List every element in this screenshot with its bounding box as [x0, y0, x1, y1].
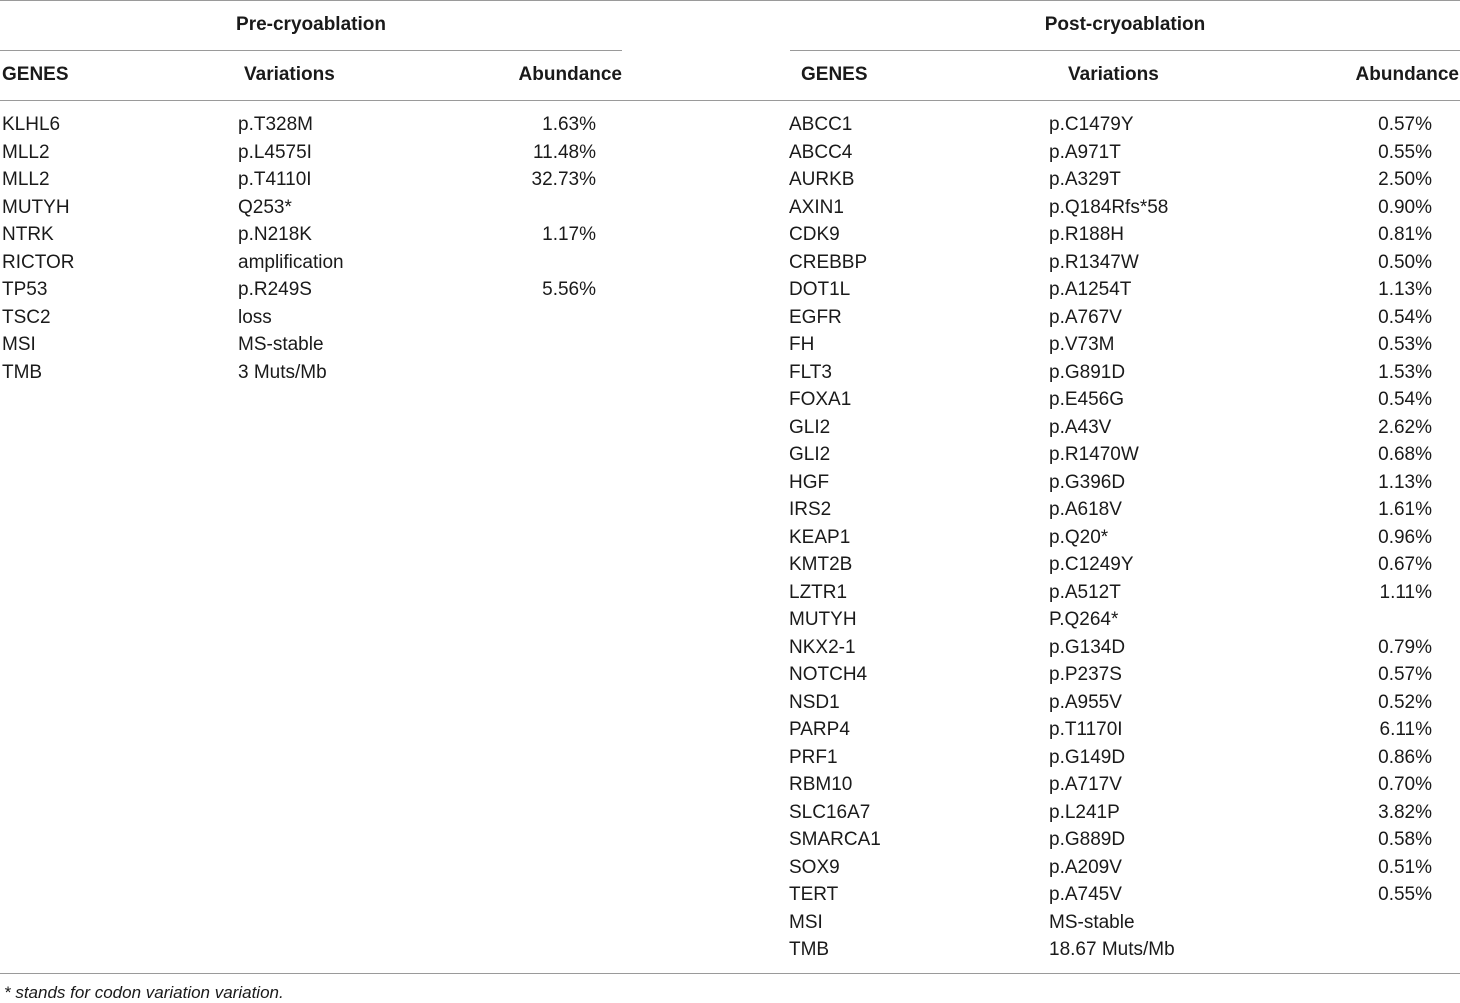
post-abundance-cell: 0.96% [1378, 526, 1432, 548]
post-gene-cell: KEAP1 [789, 526, 851, 548]
post-variation-cell: p.E456G [1049, 389, 1124, 410]
post-variation-cell: p.A717V [1049, 774, 1122, 795]
post-gene-cell: NKX2-1 [789, 636, 856, 658]
pre-variation-cell: 3 Muts/Mb [238, 361, 327, 383]
post-variation-cell: p.G889D [1049, 829, 1126, 850]
post-variation-cell: p.T1170I [1049, 719, 1123, 740]
pre-gene-cell: TMB [2, 361, 43, 383]
post-abundance-cell: 0.58% [1378, 829, 1432, 850]
post-variation-cell: p.G149D [1049, 746, 1126, 768]
pre-variation-cell: p.R249S [238, 279, 312, 300]
post-variation-cell: p.P237S [1049, 664, 1122, 685]
post-gene-cell: SOX9 [789, 856, 840, 878]
post-gene-cell: FH [789, 334, 815, 355]
post-abundance-cell: 2.50% [1378, 169, 1432, 190]
post-variation-cell: p.R1347W [1049, 251, 1139, 273]
post-gene-cell: FOXA1 [789, 389, 852, 410]
post-abundance-cell: 0.54% [1378, 389, 1432, 410]
post-variation-cell: p.R188H [1049, 224, 1124, 245]
post-gene-cell: TERT [789, 884, 839, 905]
pre-variation-cell: p.L4575I [238, 141, 312, 163]
post-abundance-header: Abundance [1355, 64, 1459, 85]
post-variation-cell: p.Q184Rfs*58 [1049, 196, 1169, 218]
pre-gene-cell: MLL2 [2, 141, 50, 163]
pre-gene-cell: RICTOR [2, 251, 75, 273]
post-gene-cell: ABCC4 [789, 141, 853, 163]
post-variation-cell: p.A618V [1049, 499, 1122, 520]
post-variation-cell: p.A767V [1049, 306, 1122, 328]
post-abundance-cell: 1.61% [1378, 499, 1432, 520]
post-gene-cell: AXIN1 [789, 196, 844, 218]
post-gene-cell: IRS2 [789, 499, 832, 520]
pre-abundance-cell: 1.63% [542, 114, 596, 135]
post-abundance-cell: 0.55% [1378, 141, 1432, 163]
post-variation-cell: p.A955V [1049, 691, 1122, 713]
pre-variation-cell: p.T328M [238, 114, 313, 135]
pre-gene-cell: KLHL6 [2, 114, 61, 135]
post-variation-cell: p.V73M [1049, 334, 1115, 355]
post-gene-cell: PRF1 [789, 746, 838, 768]
post-abundance-cell: 6.11% [1379, 719, 1432, 740]
post-variation-cell: p.G891D [1049, 361, 1126, 383]
post-abundance-cell: 3.82% [1378, 801, 1432, 823]
post-variation-cell: p.Q20* [1049, 526, 1109, 548]
post-abundance-cell: 0.54% [1378, 306, 1432, 328]
pre-variation-cell: loss [238, 306, 272, 328]
post-variation-cell: p.A745V [1049, 884, 1122, 905]
post-variations-header: Variations [1068, 64, 1159, 85]
post-variation-cell: 18.67 Muts/Mb [1049, 939, 1175, 960]
pre-gene-cell: NTRK [2, 224, 54, 245]
post-gene-cell: LZTR1 [789, 581, 848, 603]
post-variation-cell: p.R1470W [1049, 444, 1139, 465]
post-variation-cell: MS-stable [1049, 911, 1135, 933]
post-variation-cell: p.A1254T [1049, 279, 1132, 300]
header-rule [0, 100, 1460, 101]
post-variation-cell: p.G396D [1049, 471, 1126, 493]
post-variation-cell: p.C1479Y [1049, 114, 1134, 135]
post-gene-cell: GLI2 [789, 416, 831, 438]
post-gene-cell: NSD1 [789, 691, 840, 713]
post-abundance-cell: 0.81% [1378, 224, 1432, 245]
post-abundance-cell: 1.13% [1378, 279, 1432, 300]
post-gene-cell: RBM10 [789, 774, 853, 795]
pre-abundance-cell: 1.17% [542, 224, 596, 245]
post-gene-cell: ABCC1 [789, 114, 853, 135]
post-abundance-cell: 0.50% [1378, 251, 1432, 273]
post-variation-cell: P.Q264* [1049, 609, 1119, 630]
post-gene-cell: DOT1L [789, 279, 851, 300]
post-variation-cell: p.A971T [1049, 141, 1121, 163]
pre-variations-header: Variations [244, 64, 335, 85]
post-abundance-cell: 0.55% [1378, 884, 1432, 905]
pre-group-rule [0, 50, 622, 51]
post-variation-cell: p.C1249Y [1049, 554, 1134, 575]
pre-gene-cell: TP53 [2, 279, 48, 300]
post-gene-cell: MSI [789, 911, 823, 933]
post-abundance-cell: 0.53% [1378, 334, 1432, 355]
post-variation-cell: p.A329T [1049, 169, 1121, 190]
pre-gene-cell: MSI [2, 334, 36, 355]
post-gene-cell: CREBBP [789, 251, 868, 273]
top-rule [0, 0, 1460, 1]
pre-abundance-cell: 11.48% [532, 141, 596, 163]
pre-variation-cell: MS-stable [238, 334, 324, 355]
post-abundance-cell: 1.53% [1378, 361, 1432, 383]
pre-abundance-header: Abundance [518, 64, 622, 85]
post-abundance-cell: 0.52% [1378, 691, 1432, 713]
post-abundance-cell: 0.57% [1378, 114, 1432, 135]
post-gene-cell: SLC16A7 [789, 801, 871, 823]
post-gene-cell: TMB [789, 939, 830, 960]
post-variation-cell: p.G134D [1049, 636, 1126, 658]
footnote: * stands for codon variation variation. [4, 983, 284, 1002]
pre-gene-cell: MUTYH [2, 196, 70, 218]
post-abundance-cell: 0.79% [1378, 636, 1432, 658]
post-genes-header: GENES [801, 64, 868, 85]
pre-variation-cell: amplification [238, 251, 344, 273]
post-abundance-cell: 0.70% [1378, 774, 1432, 795]
post-variation-cell: p.L241P [1049, 801, 1120, 823]
post-gene-cell: NOTCH4 [789, 664, 868, 685]
pre-gene-cell: TSC2 [2, 306, 51, 328]
post-gene-cell: GLI2 [789, 444, 831, 465]
pre-genes-header: GENES [2, 64, 69, 85]
post-gene-cell: CDK9 [789, 224, 840, 245]
post-gene-cell: EGFR [789, 306, 842, 328]
post-group-rule [790, 50, 1460, 51]
pre-abundance-cell: 5.56% [542, 279, 596, 300]
pre-abundance-cell: 32.73% [531, 169, 596, 190]
post-gene-cell: KMT2B [789, 554, 853, 575]
post-abundance-cell: 0.90% [1378, 196, 1432, 218]
post-abundance-cell: 1.13% [1378, 471, 1432, 493]
post-abundance-cell: 0.86% [1378, 746, 1432, 768]
bottom-rule [0, 973, 1460, 974]
post-cryoablation-title: Post-cryoablation [1044, 14, 1206, 35]
pre-variation-cell: Q253* [238, 196, 292, 218]
post-abundance-cell: 0.67% [1378, 554, 1432, 575]
pre-variation-cell: p.N218K [238, 224, 312, 245]
post-gene-cell: PARP4 [789, 719, 850, 740]
pre-gene-cell: MLL2 [2, 169, 50, 190]
post-abundance-cell: 0.51% [1378, 856, 1432, 878]
post-abundance-cell: 0.57% [1378, 664, 1432, 685]
pre-cryoablation-title: Pre-cryoablation [236, 14, 386, 35]
post-gene-cell: SMARCA1 [789, 829, 881, 850]
post-variation-cell: p.A43V [1049, 416, 1112, 438]
post-abundance-cell: 0.68% [1378, 444, 1432, 465]
post-abundance-cell: 1.11% [1379, 581, 1432, 603]
post-gene-cell: MUTYH [789, 609, 857, 630]
post-gene-cell: HGF [789, 471, 830, 493]
post-variation-cell: p.A512T [1049, 581, 1121, 603]
post-gene-cell: FLT3 [789, 361, 832, 383]
post-gene-cell: AURKB [789, 169, 855, 190]
post-variation-cell: p.A209V [1049, 856, 1122, 878]
pre-variation-cell: p.T4110I [238, 169, 312, 190]
post-abundance-cell: 2.62% [1378, 416, 1432, 438]
